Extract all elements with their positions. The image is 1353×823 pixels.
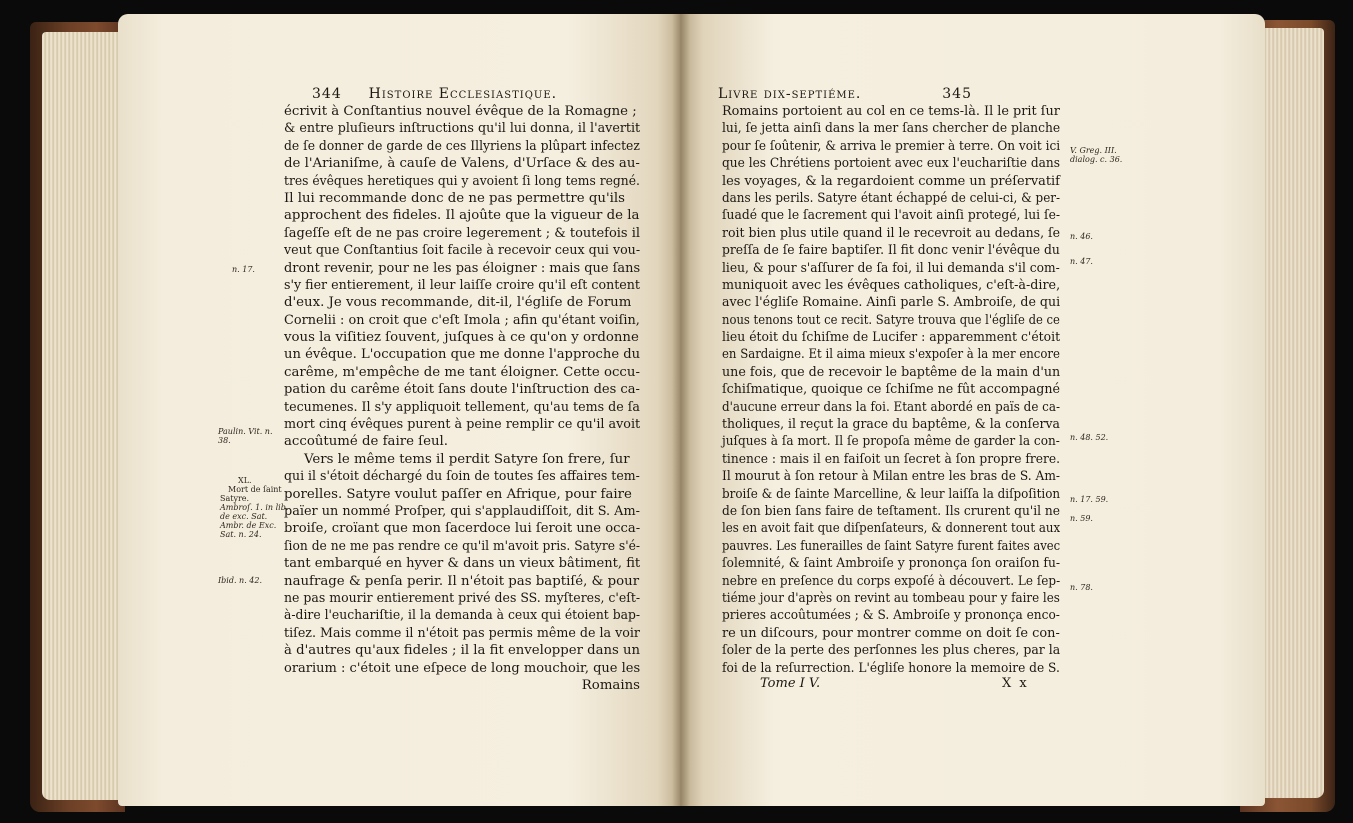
text-line: ſion de ne me pas rendre ce qu'il m'avoit pris. Satyre s'é- — [284, 538, 641, 554]
left-margin-note-1 — [232, 265, 255, 274]
text-line: accoûtumé de faire ſeul. — [284, 434, 448, 450]
text-line: d'eux. Je vous recommande, dit-il, l'égliſe de Forum — [284, 295, 632, 311]
text-line: dans les perils. Satyre étant échappé de celui-ci, & per- — [722, 190, 1061, 206]
margin-note-text: Paulin. Vit. n. — [218, 427, 273, 436]
right-margin-note-7 — [1070, 583, 1093, 592]
text-line: à d'autres qu'aux fideles ; il la fit envelopper dans un — [284, 643, 641, 659]
text-line: Il mourut à ſon retour à Milan entre les bras de S. Am- — [722, 469, 1061, 485]
text-line: pour ſe ſoûtenir, & arriva le premier à terre. On voit ici — [722, 138, 1061, 154]
book-gutter — [672, 14, 690, 806]
text-line: de ſe donner de garde de ces Illyriens la plûpart infectez — [284, 138, 640, 154]
text-line: Romains portoient au col en ce tems-là. Il le prit ſur — [722, 104, 1060, 119]
margin-note-text: Satyre. — [220, 494, 250, 503]
text-line: à-dire l'euchariſtie, il la demanda à ceux qui étoient bap- — [284, 608, 641, 624]
left-margin-section-note — [220, 476, 288, 539]
text-line: broiſe, croïant que mon ſacerdoce lui ſeroit une occa- — [284, 521, 641, 537]
right-margin-note-2 — [1070, 232, 1093, 241]
text-line: païer un nommé Proſper, qui s'applaudiſſoit, dit S. Am- — [284, 503, 640, 519]
text-line: veut que Conſtantius ſoit facile à recevoir ceux qui vou- — [284, 243, 641, 259]
text-line: en Sardaigne. Et il aima mieux s'expoſer à la mer encore — [722, 347, 1060, 363]
text-line: tres évêques heretiques qui y avoient ſi long tems regné. — [284, 173, 640, 189]
text-line: broiſe & de ſainte Marcelline, & leur laiſſa la diſpoſition — [722, 486, 1061, 502]
left-page-edges — [42, 32, 127, 800]
margin-note-text: n. 78. — [1070, 583, 1093, 592]
text-line: que les Chrétiens portoient avec eux l'euchariſtie dans — [722, 156, 1060, 172]
text-line: mort cinq évêques purent à peine remplir ce qu'il avoit — [284, 417, 641, 433]
text-line: & entre pluſieurs inſtructions qu'il lui donna, il l'avertit — [284, 121, 641, 137]
text-line: juſques à ſa mort. Il ſe propoſa même de garder la con- — [722, 434, 1060, 450]
margin-note-text: Ambroſ. 1. in lib. — [220, 503, 289, 512]
text-line: prieres accoûtumées ; & S. Ambroiſe y prononça enco- — [722, 608, 1060, 624]
text-line: tholiques, il reçut la grace du baptême, & la conſerva — [722, 417, 1060, 433]
text-line: vous la viſitiez ſouvent, juſques à ce qu'on y ordonne — [284, 330, 639, 346]
text-line: ſolemnité, & ſaint Ambroiſe y prononça ſon oraiſon fu- — [722, 556, 1061, 572]
margin-note-text: 38. — [218, 436, 231, 445]
left-page-number: 344 — [312, 86, 342, 102]
text-line: les en avoit fait que diſpenſateurs, & donnerent tout aux — [722, 521, 1061, 537]
text-line: lui, ſe jetta ainſi dans la mer ſans chercher de planche — [722, 121, 1061, 137]
text-line: Il lui recommande donc de ne pas permettre qu'ils — [284, 190, 625, 206]
left-running-head — [312, 86, 557, 102]
text-line: tinence : mais il en faiſoit un ſecret à ſon propre frere. — [722, 451, 1061, 467]
text-line: tiſez. Mais comme il n'étoit pas permis même de la voir — [284, 625, 640, 641]
left-margin-note-2 — [218, 427, 273, 445]
text-line: porelles. Satyre voulut paſſer en Afrique, pour faire — [284, 486, 632, 502]
text-line: approchent des fideles. Il ajoûte que la vigueur de la — [284, 208, 640, 224]
text-line: dront revenir, pour ne les pas éloigner : mais que ſans — [284, 260, 641, 276]
text-line: un évêque. L'occupation que me donne l'approche du — [284, 347, 641, 363]
text-line: les voyages, & la regardoient comme un préſervatif — [722, 173, 1060, 189]
text-line: qui il s'étoit déchargé du ſoin de toutes ſes affaires tem- — [284, 469, 640, 485]
margin-note-text: n. 46. — [1070, 232, 1093, 241]
text-line: orarium : c'étoit une eſpece de long mouchoir, que les — [284, 660, 641, 676]
text-line: tant embarqué en hyver & dans un vieux bâtiment, fit — [284, 556, 641, 572]
margin-note-text: n. 17. — [232, 265, 255, 274]
right-margin-note-1 — [1070, 146, 1122, 164]
text-line: écrivit à Conſtantius nouvel évêque de la Romagne ; — [284, 104, 637, 119]
text-line: de l'Arianiſme, à cauſe de Valens, d'Urſace & des au- — [284, 156, 640, 172]
text-line: ſuadé que le ſacrement qui l'avoit ainſi protegé, lui ſe- — [722, 208, 1061, 224]
right-page-number: 345 — [942, 86, 972, 102]
right-running-title: Livre dix-septiéme. — [718, 86, 862, 102]
text-line: muniquoit avec les évêques catholiques, c'eſt-à-dire, — [722, 277, 1061, 293]
text-line: roit bien plus utile quand il le recevroit au dedans, ſe — [722, 225, 1061, 241]
footer-signature: X x — [1002, 676, 1029, 691]
margin-note-text: V. Greg. III. — [1070, 146, 1117, 155]
text-line: naufrage & penſa perir. Il n'étoit pas baptiſé, & pour — [284, 573, 640, 589]
text-line: tecumenes. Il s'y appliquoit tellement, qu'au tems de ſa — [284, 399, 640, 415]
text-line: ſoler de la perte des perſonnes les plus cheres, par la — [722, 643, 1061, 659]
text-line: pauvres. Les funerailles de ſaint Satyre furent faites avec — [722, 538, 1061, 554]
margin-note-text: n. 17. 59. — [1070, 495, 1109, 504]
right-margin-note-5 — [1070, 495, 1108, 504]
margin-note-text: n. 59. — [1070, 514, 1093, 523]
text-line: carême, m'empêche de me tant éloigner. Cette occu- — [284, 364, 640, 380]
margin-note-text: de exc. Sat. — [220, 512, 268, 521]
left-body-text — [284, 103, 660, 694]
text-line: s'y fier entierement, il leur laiſſe croire qu'il eſt content — [284, 277, 641, 293]
right-body-text — [722, 103, 1060, 677]
margin-note-text: Ibid. n. 42. — [218, 576, 263, 585]
margin-note-text: dialog. c. 36. — [1070, 155, 1123, 164]
text-line: ſchiſmatique, quoique ce ſchiſme ne fût accompagné — [722, 382, 1060, 398]
margin-note-text: XL. — [238, 476, 252, 485]
text-line: ſageſſe eſt de ne pas croire legerement ; & toutefois il — [284, 225, 641, 241]
margin-note-text: n. 48. 52. — [1070, 433, 1109, 442]
margin-note-text: Ambr. de Exc. — [220, 521, 277, 530]
margin-note-text: n. 47. — [1070, 257, 1093, 266]
left-running-title: Histoire Ecclesiastique. — [368, 86, 558, 102]
text-line: preſſa de ſe faire baptiſer. Il fit donc venir l'évêque du — [722, 243, 1060, 259]
left-margin-note-3 — [218, 576, 262, 585]
text-line: Cornelii : on croit que c'eſt Imola ; afin qu'étant voiſin, — [284, 312, 640, 328]
text-line: tiéme jour d'après on revint au tombeau pour y faire les — [722, 590, 1060, 606]
text-line: nous tenons tout ce recit. Satyre trouva que l'égliſe de ce — [722, 312, 1060, 328]
text-line: foi de la reſurrection. L'égliſe honore la memoire de S. — [722, 660, 1060, 676]
right-margin-note-4 — [1070, 433, 1108, 442]
text-line: re un diſcours, pour montrer comme on doit ſe con- — [722, 625, 1060, 641]
right-running-head — [718, 86, 972, 102]
text-line: de ſon bien ſans faire de teſtament. Ils crurent qu'il ne — [722, 503, 1061, 519]
text-line: lieu étoit du ſchiſme de Lucifer : apparemment c'étoit — [722, 330, 1061, 346]
text-line: ne pas mourir entierement privé des SS. myſteres, c'eſt- — [284, 590, 641, 606]
text-line: nebre en preſence du corps expoſé à découvert. Le ſep- — [722, 573, 1061, 589]
text-line: Romains — [581, 677, 640, 693]
footer-tome: Tome I V. — [760, 676, 821, 691]
text-line: lieu, & pour s'aſſurer de ſa foi, il lui demanda s'il com- — [722, 260, 1060, 276]
right-margin-note-3 — [1070, 257, 1093, 266]
right-page-edges — [1262, 28, 1324, 798]
margin-note-text: Mort de ſaint — [228, 485, 282, 494]
right-margin-note-6 — [1070, 514, 1093, 523]
text-line: Vers le même tems il perdit Satyre ſon frere, ſur — [304, 451, 630, 467]
text-line: pation du carême étoit ſans doute l'inſtruction des ca- — [284, 382, 640, 398]
text-line: d'aucune erreur dans la foi. Etant abordé en païs de ca- — [722, 399, 1061, 415]
text-line: une fois, que de recevoir le baptême de la main d'un — [722, 364, 1061, 380]
text-line: avec l'égliſe Romaine. Ainſi parle S. Ambroiſe, de qui — [722, 295, 1061, 311]
margin-note-text: Sat. n. 24. — [220, 530, 262, 539]
